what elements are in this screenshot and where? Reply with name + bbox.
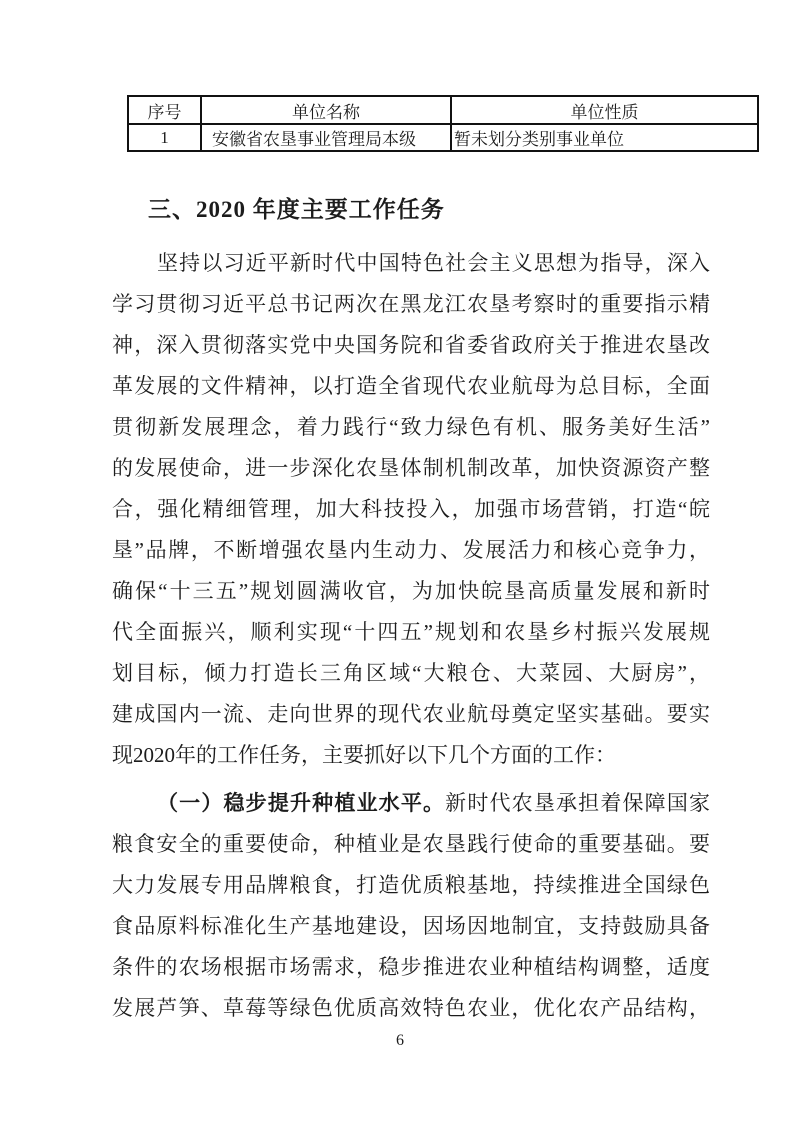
table-cell-index: 1	[128, 124, 201, 151]
para1-line: 代全面振兴，顺利实现“十四五”规划和农垦乡村振兴发展规	[112, 620, 710, 644]
para2-lead: （一）稳步提升种植业水平。	[157, 791, 446, 815]
para1-line: 确保“十三五”规划圆满收官，为加快皖垦高质量发展和新时	[112, 579, 710, 603]
paragraph-2	[112, 783, 710, 1029]
section-heading: 三、2020 年度主要工作任务	[148, 197, 445, 222]
para1-line: 革发展的文件精神，以打造全省现代农业航母为总目标，全面	[112, 374, 710, 398]
paragraph-1	[112, 243, 710, 776]
para2-line	[112, 783, 710, 824]
para1-line: 神，深入贯彻落实党中央国务院和省委省政府关于推进农垦改	[112, 333, 710, 357]
table-header-row	[128, 96, 758, 124]
table-header-unit-name: 单位名称	[201, 96, 451, 124]
table-cell-unit-type: 暂未划分类别事业单位	[451, 124, 758, 151]
page-number: 6	[396, 1032, 404, 1049]
table-header-unit-type: 单位性质	[451, 96, 758, 124]
unit-table	[127, 95, 759, 152]
para1-line: 学习贯彻习近平总书记两次在黑龙江农垦考察时的重要指示精	[112, 292, 710, 316]
para1-line: 划目标，倾力打造长三角区域“大粮仓、大菜园、大厨房”，	[112, 661, 710, 685]
para2-line: 大力发展专用品牌粮食，打造优质粮基地，持续推进全国绿色	[112, 873, 710, 897]
para1-line: 建成国内一流、走向世界的现代农业航母奠定坚实基础。要实	[112, 702, 710, 726]
para1-line: 坚持以习近平新时代中国特色社会主义思想为指导，深入	[157, 251, 710, 275]
table-header-index: 序号	[128, 96, 201, 124]
para1-line: 现2020年的工作任务，主要抓好以下几个方面的工作：	[112, 743, 616, 767]
para1-line: 的发展使命，进一步深化农垦体制机制改革，加快资源资产整	[112, 456, 710, 480]
para2-line1-rest: 新时代农垦承担着保障国家	[445, 791, 710, 815]
table-cell-unit-name: 安徽省农垦事业管理局本级	[201, 124, 451, 151]
table-row	[128, 124, 758, 151]
para2-line: 发展芦笋、草莓等绿色优质高效特色农业，优化农产品结构，	[112, 996, 710, 1020]
para1-line: 合，强化精细管理，加大科技投入，加强市场营销，打造“皖	[112, 497, 710, 521]
para2-line: 食品原料标准化生产基地建设，因场因地制宜，支持鼓励具备	[112, 914, 710, 938]
para1-line: 贯彻新发展理念，着力践行“致力绿色有机、服务美好生活”	[112, 415, 710, 439]
para2-line: 粮食安全的重要使命，种植业是农垦践行使命的重要基础。要	[112, 832, 710, 856]
para1-line: 垦”品牌，不断增强农垦内生动力、发展活力和核心竞争力，	[112, 538, 710, 562]
para2-line: 条件的农场根据市场需求，稳步推进农业种植结构调整，适度	[112, 955, 710, 979]
